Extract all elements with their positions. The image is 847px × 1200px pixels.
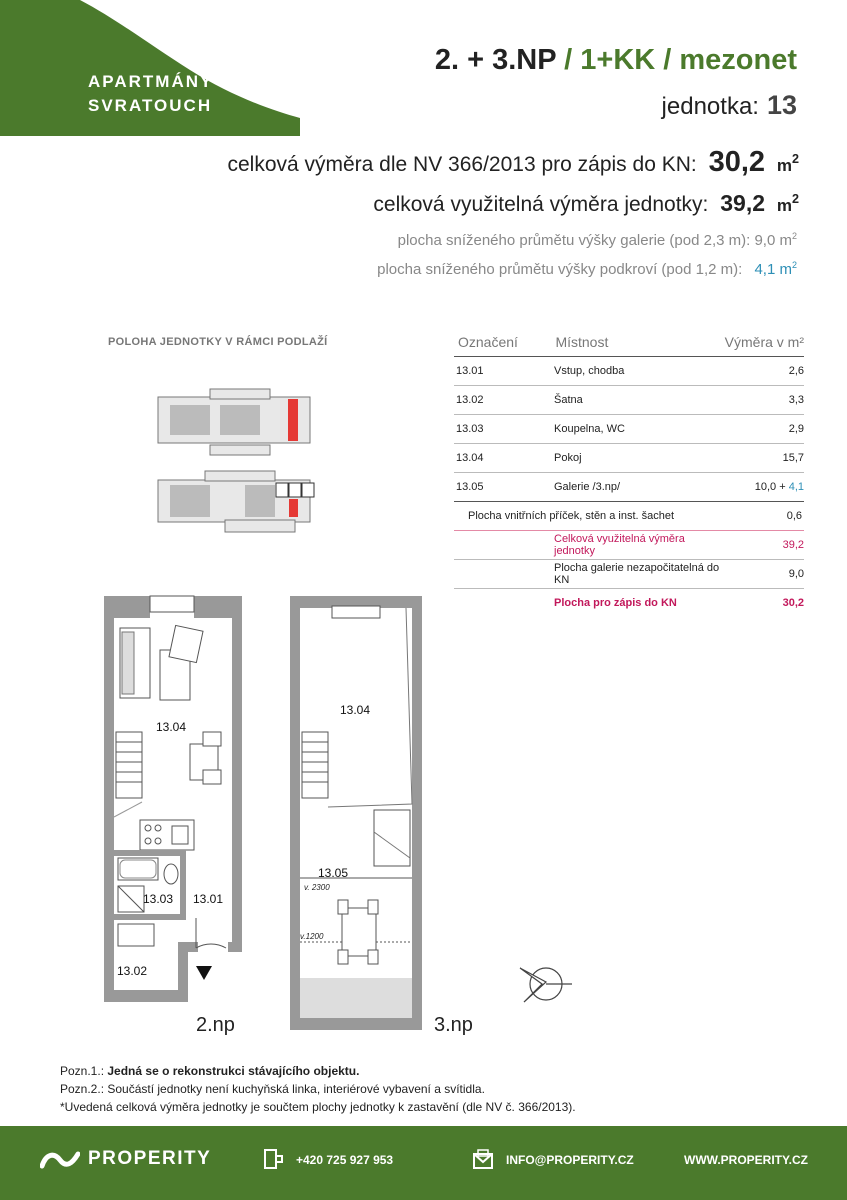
partitions-row [454,502,804,531]
room-area: 2,9 [788,423,804,435]
kn-area-unit: m [776,156,792,175]
gallery-area-line [398,231,797,249]
note-3: *Uvedená celková výměra jednotky je součtem plochy jednotky k zastavění (dle NV č. 366/2013). [60,1100,576,1114]
email-icon [472,1148,494,1170]
room-area: 3,3 [788,394,804,406]
kn-label: Plocha pro zápis do KN [554,597,677,609]
footer-web[interactable]: WWW.PROPERITY.CZ [684,1153,808,1167]
room-name: Galerie /3.np/ [554,481,621,493]
floor-label-3np: 3.np [434,1014,473,1036]
notes [60,1062,576,1116]
gallery-value: 9,0 [788,568,804,580]
brand-line-2: SVRATOUCH [88,96,213,115]
col-id-header: Označení [458,334,518,350]
brand-line-1: APARTMÁNY [88,72,214,91]
partitions-value: 0,6 [786,510,802,522]
usable-total-label: Celková využitelná výměra jednotky [554,533,685,557]
location-plan-caption: POLOHA JEDNOTKY V RÁMCI PODLAŽÍ [108,336,328,348]
room-name: Vstup, chodba [554,365,625,377]
table-row [454,357,804,386]
room-area-main: 10,0 + [754,481,786,493]
unit-highlight-2np [288,399,298,441]
room-area: 15,7 [782,452,804,464]
room-label: 13.05 [318,866,349,880]
floorplan-2np [100,592,250,1012]
usable-total-value: 39,2 [782,539,804,551]
table-row [454,415,804,444]
footer [0,1126,847,1200]
footer-email[interactable]: INFO@PROPERITY.CZ [506,1153,634,1167]
room-label: 13.02 [117,964,148,978]
properity-logo-icon [40,1150,80,1170]
room-name: Šatna [554,394,583,406]
gallery-label: Plocha galerie nezapočitatelná do KN [554,562,720,586]
room-area-extra: 4,1 [788,481,804,493]
room-name: Koupelna, WC [554,423,625,435]
col-area-header: Výměra v m² [724,334,804,350]
title-separator: / [556,44,581,76]
unit-label: jednotka: [661,93,759,120]
usable-area-line [373,190,799,217]
room-area [724,481,804,493]
usable-area-unit: m [776,196,792,215]
room-id: 13.01 [456,365,484,377]
kn-row [454,589,804,617]
room-id: 13.05 [456,481,484,493]
kn-area-label: celková výměra dle NV 366/2013 pro zápis do KN: [227,153,697,176]
room-name: Pokoj [554,452,582,464]
footer-phone[interactable]: +420 725 927 953 [296,1153,394,1167]
room-label: 13.01 [193,892,224,906]
table-row [454,444,804,473]
room-label: 13.04 [340,703,371,717]
compass-icon [518,964,574,1004]
table-row [454,473,804,502]
table-header [454,328,804,357]
attic-area-exp: 2 [791,260,797,270]
kn-area-line [227,146,799,179]
room-area: 2,6 [788,365,804,377]
gallery-row [454,560,804,589]
unit-number: 13 [766,90,797,120]
note-1 [60,1062,576,1080]
room-id: 13.02 [456,394,484,406]
note-1-prefix: Pozn.1.: [60,1064,108,1078]
partitions-label: Plocha vnitřních příček, stěn a inst. šachet [468,510,675,522]
usable-area-label: celková využitelná výměra jednotky: [373,193,709,216]
room-label: 13.04 [156,720,187,734]
attic-area-label: plocha sníženého průmětu výšky podkroví (pod 1,2 m): [377,261,743,278]
phone-icon [262,1148,284,1170]
footer-logo: PROPERITY [88,1148,212,1169]
room-label: 13.03 [143,892,174,906]
floor-label-2np: 2.np [196,1014,235,1036]
note-1-text: Jedná se o rekonstrukci stávajícího objektu. [107,1064,360,1078]
unit-highlight-3np [289,499,298,517]
unit-line [662,90,797,121]
height-note-1200: v.1200 [300,932,324,941]
location-plan [150,375,320,535]
attic-area-value: 4,1 m [754,261,792,278]
rooms-table [454,328,804,617]
gallery-area-label: plocha sníženého průmětu výšky galerie (pod 2,3 m): 9,0 m [397,232,792,249]
usable-total-row [454,531,804,560]
kn-value: 30,2 [782,597,804,609]
room-id: 13.03 [456,423,484,435]
height-note-2300: v. 2300 [304,883,330,892]
kn-area-exp: 2 [791,152,799,166]
col-room-header: Místnost [555,334,609,350]
kn-area-value: 30,2 [708,146,766,178]
title-type: 1+KK / mezonet [580,44,797,76]
page-title [435,44,797,77]
gallery-area-exp: 2 [791,231,797,241]
usable-area-value: 39,2 [720,190,766,216]
usable-area-exp: 2 [791,192,799,206]
note-2: Pozn.2.: Součástí jednotky není kuchyňská linka, interiérové vybavení a svítidla. [60,1082,485,1096]
table-row [454,386,804,415]
title-floors: 2. + 3.NP [434,44,557,76]
room-id: 13.04 [456,452,484,464]
attic-area-line [377,260,797,278]
floorplan-3np [286,592,426,1032]
